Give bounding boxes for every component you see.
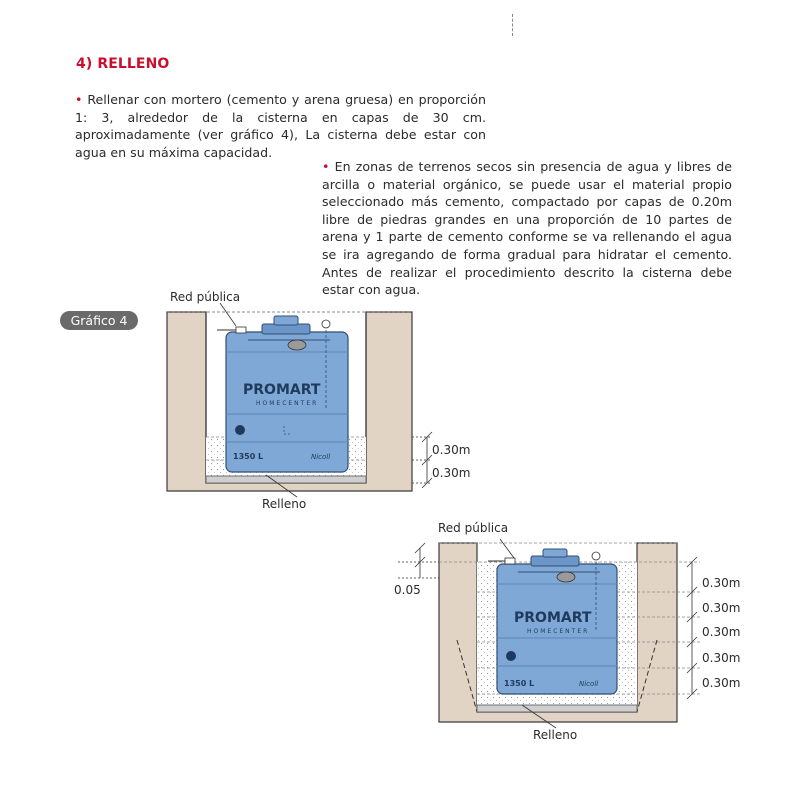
paragraph-2 — [322, 158, 732, 299]
diagram1-dim-1: 0.30m — [432, 443, 471, 457]
diagram2-dim-4: 0.30m — [702, 651, 741, 665]
paragraph-1-text: Rellenar con mortero (cemento y arena gruesa) en proporción 1: 3, alrededor de la cisterna en capas de 30 cm. aproximadamente (ver gráfico 4), La cisterna debe estar con agua en su máxima capacidad. — [75, 92, 486, 160]
diagram1-relleno-label: Relleno — [262, 497, 307, 511]
diagram1-dim-2: 0.30m — [432, 466, 471, 480]
page-mark — [512, 14, 514, 36]
paragraph-2-text: En zonas de terrenos secos sin presencia de agua y libres de arcilla o material orgánico, se puede usar el material propio seleccionado más cemento, compactado por capas de 0.20m libre de piedras grandes en una proporción de 10 partes de arena y 1 parte de cemento conforme se va rellenando el agua se ira agregando de forma gradual para hidratar el cemento. Antes de realizar el procedimiento descrito la cisterna debe estar con agua. — [322, 159, 732, 298]
tank-capacity: 1350 L — [504, 679, 535, 688]
tank-brand: PROMART — [514, 610, 592, 626]
paragraph-1 — [75, 91, 486, 161]
diagram2-relleno-label: Relleno — [533, 728, 578, 742]
tank — [217, 316, 348, 472]
diagram2-dim-3: 0.30m — [702, 625, 741, 639]
tank-maker: Nicoll — [311, 453, 331, 461]
diagram2 — [390, 535, 705, 730]
tank-capacity: 1350 L — [233, 452, 264, 461]
tank — [488, 549, 617, 694]
diagram2-dim-1: 0.30m — [702, 576, 741, 590]
diagram2-red-publica-label: Red pública — [438, 521, 509, 535]
diagram2-dim-2: 0.30m — [702, 601, 741, 615]
diagram1-red-publica-label: Red pública — [170, 290, 241, 304]
tank-maker: Nicoll — [579, 680, 599, 688]
diagram1 — [160, 295, 450, 510]
bullet: • — [75, 92, 83, 107]
diagram2-dim-5: 0.30m — [702, 676, 741, 690]
diagram2-offset-label: 0.05 — [394, 583, 421, 597]
figure-tag: Gráfico 4 — [60, 311, 138, 330]
base-slab — [206, 476, 366, 483]
tank-sub: HOMECENTER — [256, 400, 319, 407]
tank-sub: HOMECENTER — [527, 628, 590, 635]
base-slab — [477, 705, 637, 712]
section-title: 4) RELLENO — [76, 56, 170, 72]
bullet: • — [322, 159, 330, 174]
tank-brand: PROMART — [243, 382, 321, 398]
